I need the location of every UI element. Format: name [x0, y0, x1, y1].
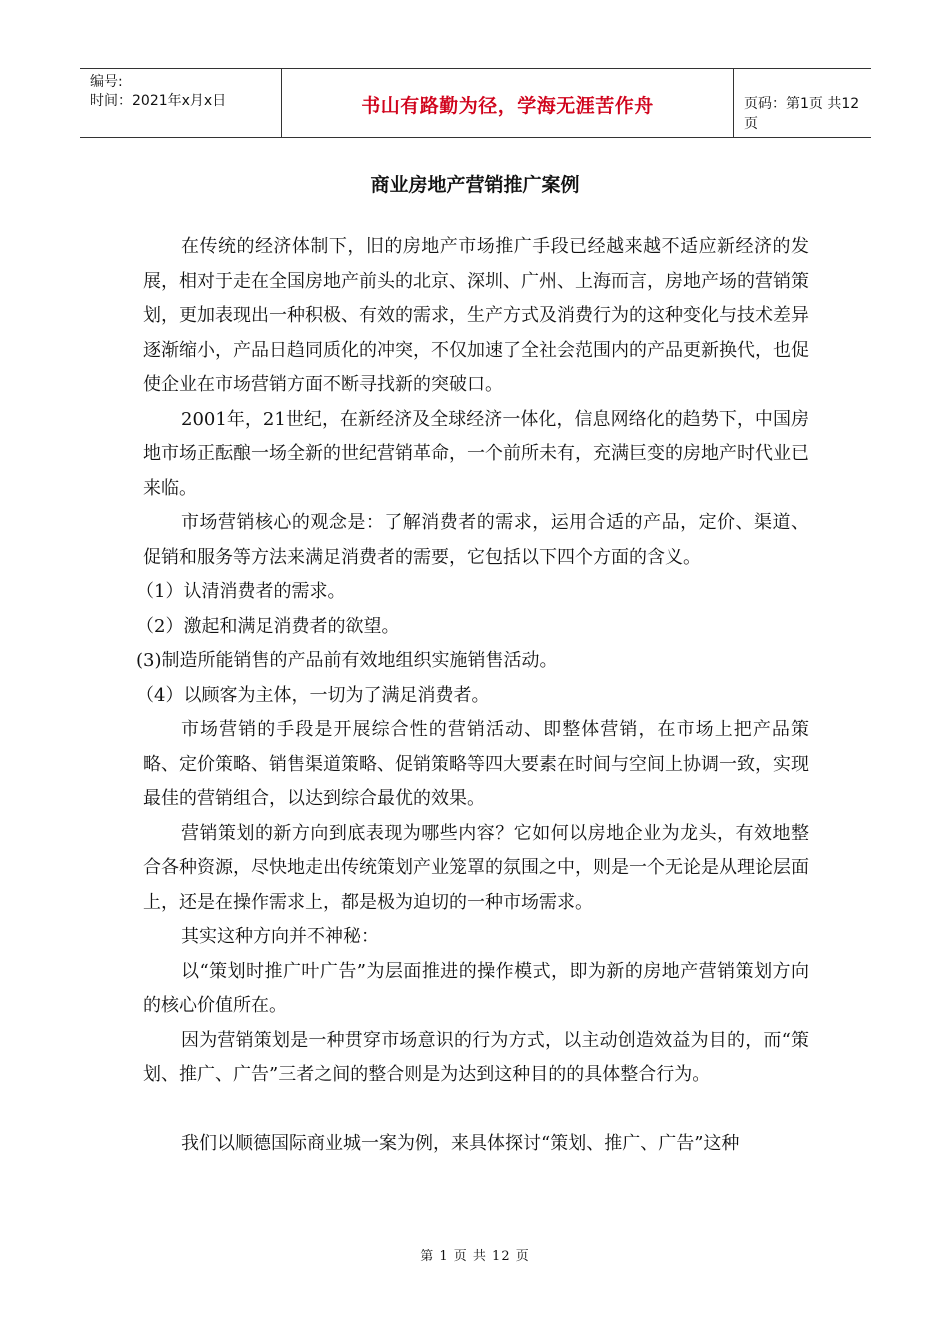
page-footer: 第 1 页 共 12 页 — [420, 1249, 530, 1264]
header-page-cell — [734, 69, 871, 137]
time-label: 时间：2021年x月x日 — [90, 93, 227, 109]
paragraph: 营销策划的新方向到底表现为哪些内容？它如何以房地企业为龙头，有效地整合各种资源，尽快地走出传统策划产业笼罩的氛围之中，则是一个无论是从理论层面上，还是在操作需求上，都是极为迫切的一种市场需求。 — [143, 822, 809, 913]
header-motto-cell — [282, 69, 734, 137]
document-body — [136, 230, 809, 1161]
paragraph: 市场营销核心的观念是：了解消费者的需求，运用合适的产品，定价、渠道、促销和服务等方法来满足消费者的需要，它包括以下四个方面的含义。 — [143, 512, 809, 568]
paragraph: 我们以顺德国际商业城一案为例，来具体探讨“策划、推广、广告”这种 — [181, 1132, 740, 1154]
paragraph: 2001年，21世纪，在新经济及全球经济一体化，信息网络化的趋势下，中国房地市场正酝酿一场全新的世纪营销革命，一个前所未有，充满巨变的房地产时代业已来临。 — [143, 408, 809, 499]
number-label: 编号: — [90, 74, 123, 90]
list-item: (3)制造所能销售的产品前有效地组织实施销售活动。 — [136, 650, 558, 671]
list-item: （4）以顾客为主体，一切为了满足消费者。 — [136, 684, 490, 706]
list-item: （1）认清消费者的需求。 — [136, 581, 346, 602]
document-title: 商业房地产营销推广案例 — [370, 174, 580, 196]
paragraph: 市场营销的手段是开展综合性的营销活动、即整体营销，在市场上把产品策略、定价策略、销售渠道策略、促销策略等四大要素在时间与空间上协调一致，实现最佳的营销组合，以达到综合最优的效果。 — [143, 719, 809, 809]
paragraph: 因为营销策划是一种贯穿市场意识的行为方式，以主动创造效益为目的，而“策划、推广、广告”三者之间的整合则是为达到这种目的的具体整合行为。 — [143, 1029, 809, 1085]
header-table — [80, 68, 871, 138]
paragraph: 其实这种方向并不神秘： — [181, 926, 379, 947]
paragraph: 以“策划时推广叶广告”为层面推进的操作模式，即为新的房地产营销策划方向的核心价值所在。 — [143, 960, 809, 1016]
motto-text: 书山有路勤为径，学海无涯苦作舟 — [361, 95, 654, 117]
header-meta-cell — [80, 69, 282, 137]
list-item: （2）激起和满足消费者的欲望。 — [136, 615, 400, 637]
paragraph: 在传统的经济体制下，旧的房地产市场推广手段已经越来越不适应新经济的发展，相对于走在全国房地产前头的北京、深圳、广州、上海而言，房地产场的营销策划，更加表现出一种积极、有效的需求，生产方式及消费行为的这种变化与技术差异逐渐缩小，产品日趋同质化的冲突，不仅加速了全社会范围内的产品更新换代，也促使企业在市场营销方面不断寻找新的突破口。 — [143, 236, 809, 395]
page-info: 页码：第1页 共12页 — [744, 96, 860, 132]
